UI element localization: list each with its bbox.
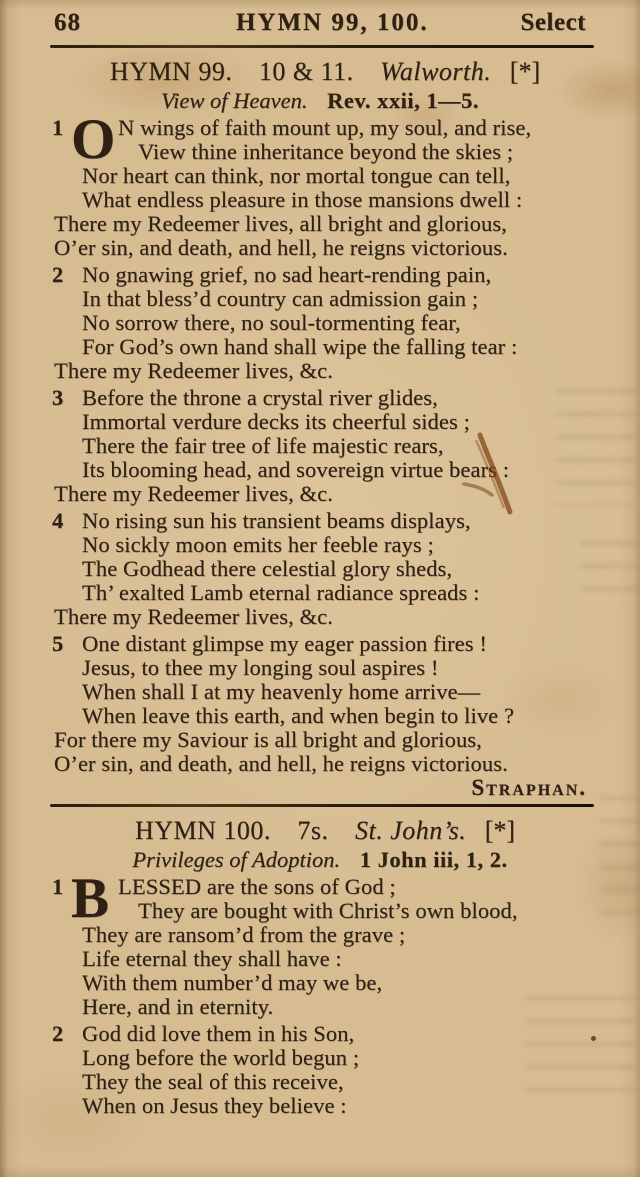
verse-line: For there my Saviour is all bright and glorious,	[54, 727, 482, 752]
verse-line: For God’s own hand shall wipe the falling tear :	[82, 334, 518, 359]
verse-line	[0, 1022, 640, 1046]
verse-line: When leave this earth, and when begin to live ?	[82, 703, 515, 728]
hymn99-selection-mark: [*]	[509, 57, 541, 86]
verse-line: When on Jesus they believe :	[82, 1093, 347, 1118]
verse-line: They are bought with Christ’s own blood,	[138, 898, 518, 923]
verse-line: Long before the world begun ;	[82, 1045, 360, 1070]
verse-line: Here, and in eternity.	[82, 994, 274, 1019]
hymn-divider-rule	[50, 804, 594, 807]
verse-line: Life eternal they shall have :	[82, 946, 342, 971]
verse-line: Nor heart can think, nor mortal tongue can tell,	[82, 163, 511, 188]
verse-line: There the fair tree of life majestic rears,	[82, 433, 444, 458]
verse-number: 3	[52, 385, 64, 410]
verse-line-text: LESSED are the sons of God ;	[118, 874, 396, 899]
drop-cap-letter: O	[71, 108, 116, 171]
hymn99-verse-5	[0, 632, 640, 776]
ink-speck	[591, 1036, 596, 1041]
running-title: HYMN 99, 100.	[235, 9, 429, 36]
verse-line: There my Redeemer lives, all bright and glorious,	[54, 211, 507, 236]
verse-line: O’er sin, and death, and hell, he reigns victorious.	[54, 751, 508, 776]
verse-line: Th’ exalted Lamb eternal radiance spreads :	[82, 580, 480, 605]
hymn100-title: HYMN 100.	[134, 816, 271, 845]
verse-line-text: Before the throne a crystal river glides,	[82, 385, 438, 410]
page-number: 68	[54, 9, 81, 36]
verse-line-text: No gnawing grief, no sad heart-rending pain,	[82, 262, 492, 287]
verse-number: 4	[52, 508, 64, 533]
verse-number: 1	[52, 115, 64, 140]
verse-line-text: God did love them in his Son,	[82, 1021, 355, 1046]
header-rule	[50, 45, 594, 48]
verse-line: With them number’d may we be,	[82, 970, 383, 995]
verse-line	[0, 386, 640, 410]
drop-cap-letter: B	[71, 867, 110, 930]
verse-number: 5	[52, 631, 64, 656]
verse-line: They are ransom’d from the grave ;	[82, 922, 406, 947]
verse-line-text: No rising sun his transient beams displays,	[82, 508, 471, 533]
verse-line-text: N wings of faith mount up, my soul, and rise,	[118, 115, 532, 140]
hymn100-meter: 7s.	[297, 816, 329, 845]
verse-line: In that bless’d country can admission gain ;	[82, 286, 479, 311]
verse-line: No sorrow there, no soul-tormenting fear,	[82, 310, 461, 335]
verse-number: 2	[52, 262, 64, 287]
verse-line-text: One distant glimpse my eager passion fires !	[82, 631, 487, 656]
verse-line: The Godhead there celestial glory sheds,	[82, 556, 453, 581]
hymn99-verse-3	[0, 386, 640, 506]
verse-line: They the seal of this receive,	[82, 1069, 344, 1094]
verse-line: What endless pleasure in those mansions dwell :	[82, 187, 523, 212]
hymn100-subtitle: Privileges of Adoption.	[132, 847, 341, 872]
verse-line: Jesus, to thee my longing soul aspires !	[82, 655, 439, 680]
hymn99-verse-1	[0, 108, 640, 260]
verse-line	[0, 263, 640, 287]
verse-line: Immortal verdure decks its cheerful sides ;	[82, 409, 470, 434]
hymn100-verse-2	[0, 1022, 640, 1118]
verse-number: 1	[52, 874, 64, 899]
verse-line: Its blooming head, and sovereign virtue bears :	[82, 457, 510, 482]
hymn100-selection-mark: [*]	[484, 816, 516, 845]
running-header	[0, 0, 640, 37]
verse-line: O’er sin, and death, and hell, he reigns victorious.	[54, 235, 508, 260]
hymn99-verse-4	[0, 509, 640, 629]
verse-line: There my Redeemer lives, &c.	[54, 604, 333, 629]
hymn99-heading	[0, 57, 640, 87]
hymn99-verse-2	[0, 263, 640, 383]
verse-line: When shall I at my heavenly home arrive—	[82, 679, 481, 704]
verse-line	[0, 509, 640, 533]
hymn100-scripture-ref: 1 John iii, 1, 2.	[359, 847, 508, 872]
hymn99-tune: Walworth.	[380, 57, 492, 86]
hymn99-attribution: Straphan.	[471, 775, 587, 800]
hymn99-meter: 10 & 11.	[258, 57, 354, 86]
hymn100-verse-1	[0, 867, 640, 1019]
verse-line: There my Redeemer lives, &c.	[54, 358, 333, 383]
verse-number: 2	[52, 1021, 64, 1046]
hymn99-scripture-ref: Rev. xxii, 1—5.	[327, 88, 479, 113]
hymn99-title: HYMN 99.	[109, 57, 233, 86]
verse-line: No sickly moon emits her feeble rays ;	[82, 532, 434, 557]
edition-label: Select	[520, 9, 586, 36]
verse-line: There my Redeemer lives, &c.	[54, 481, 333, 506]
hymn99-subtitle: View of Heaven.	[161, 88, 308, 113]
hymn100-heading	[0, 816, 640, 846]
verse-line	[0, 632, 640, 656]
hymn100-tune: St. John’s.	[355, 816, 467, 845]
verse-line: View thine inheritance beyond the skies ;	[138, 139, 514, 164]
